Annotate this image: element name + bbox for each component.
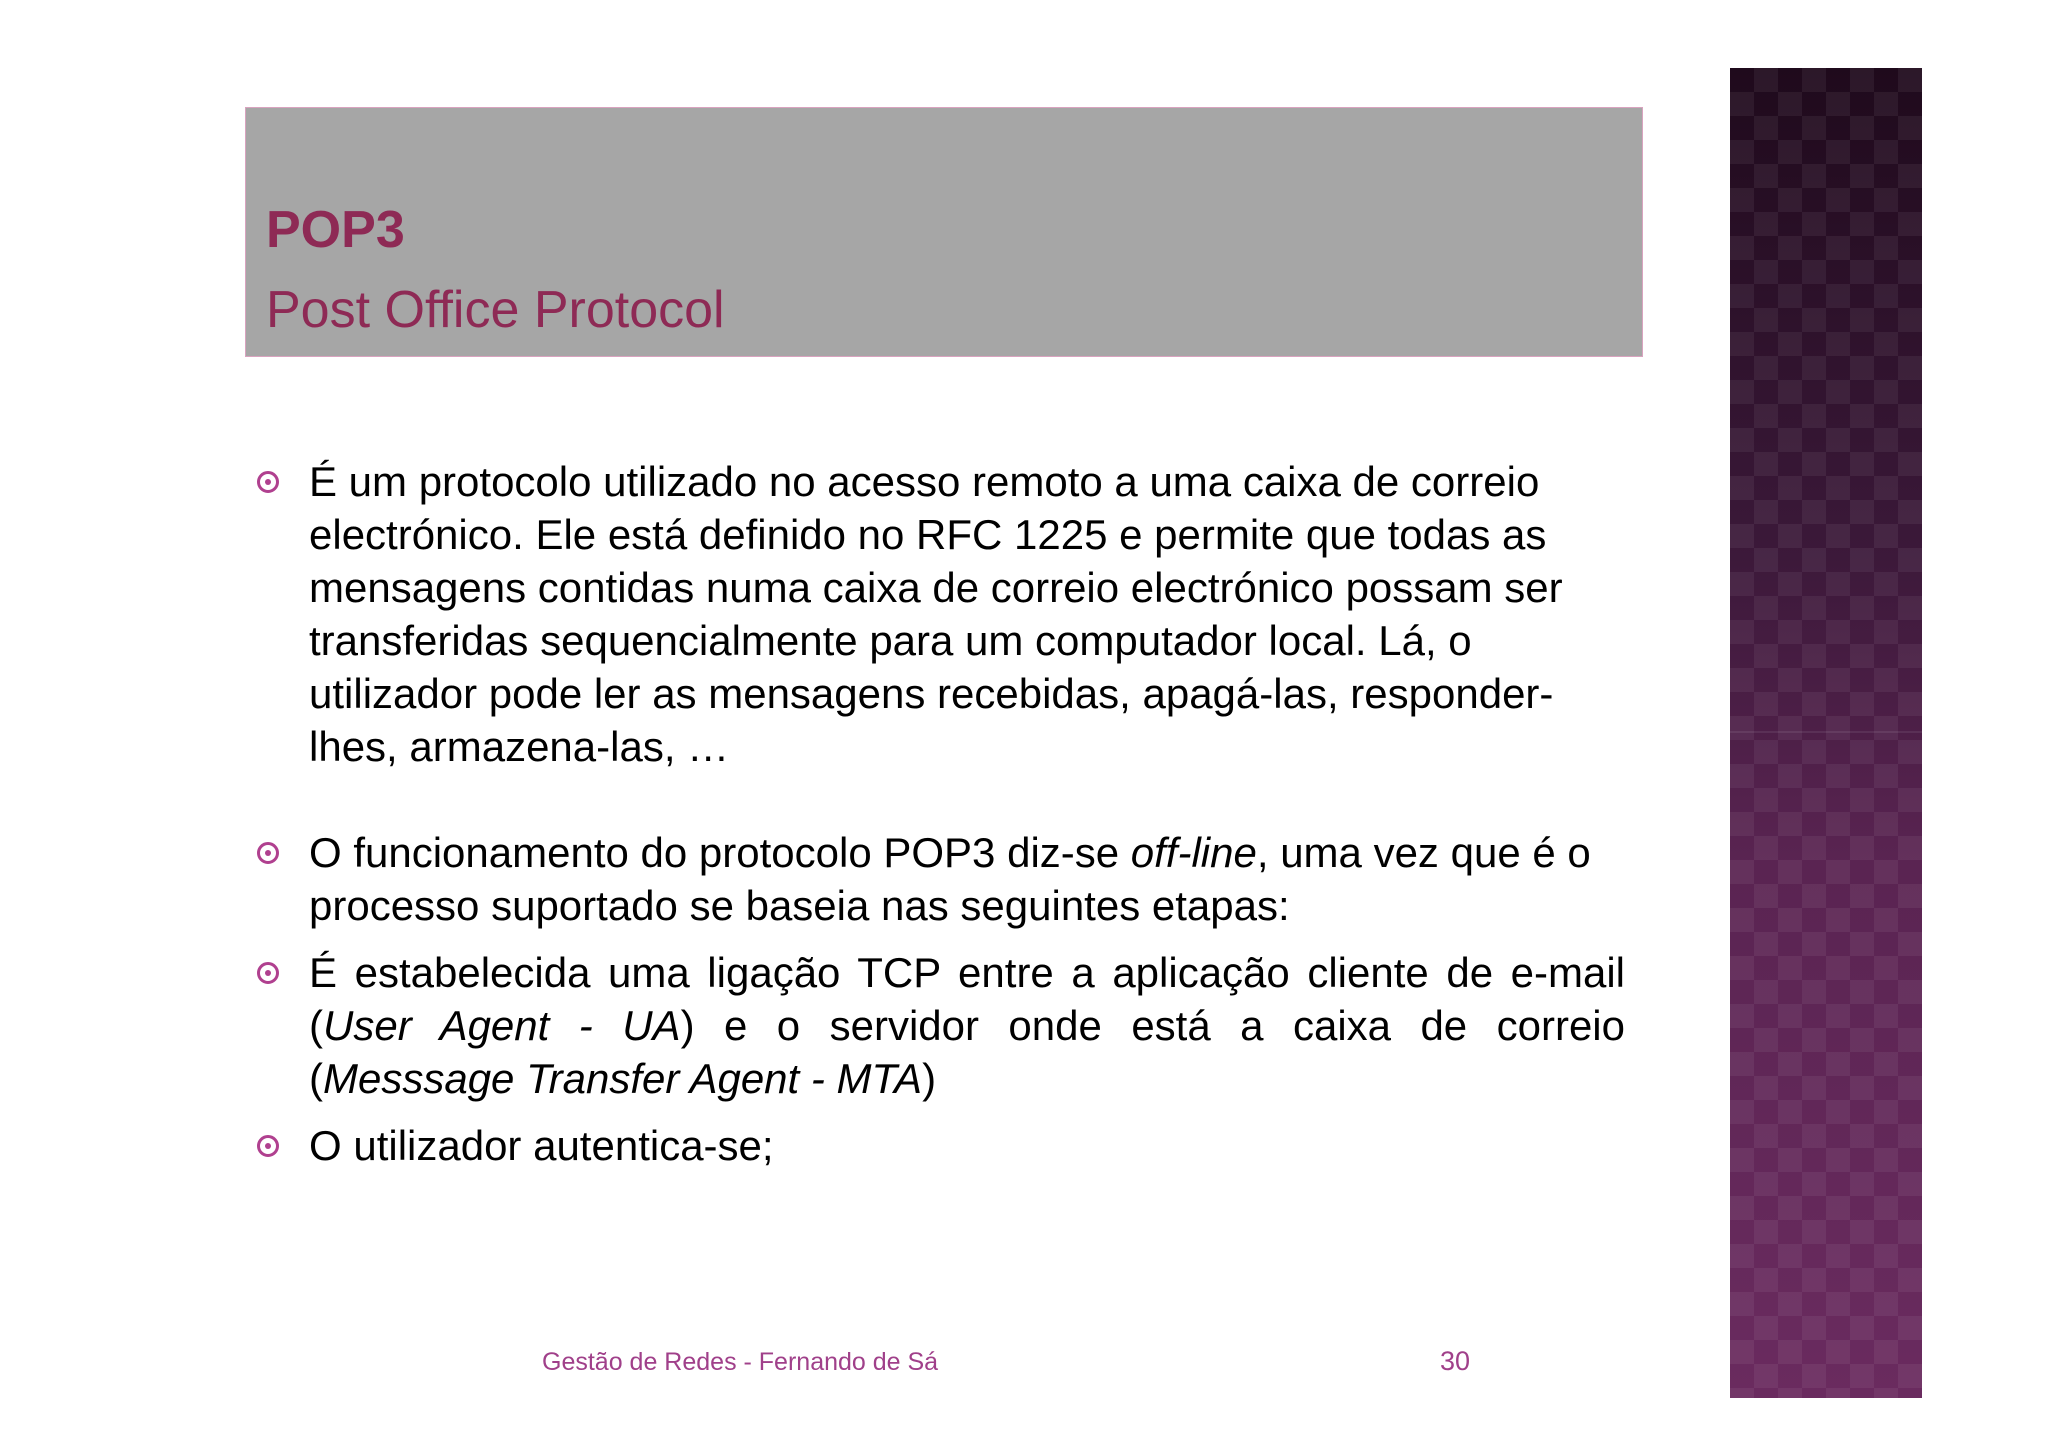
bullet-text-italic2: Messsage Transfer Agent - MTA <box>323 1055 923 1102</box>
bullet-text-part2: ) e o servidor onde está a caixa de correio ( <box>309 1002 1625 1102</box>
side-decoration-panel <box>1730 68 1922 1398</box>
page-number: 30 <box>1440 1346 1471 1376</box>
bullet-text-italic: off-line <box>1130 829 1257 876</box>
bullet-text <box>309 946 1625 1105</box>
bullet-text-part1: É estabelecida uma ligação TCP entre a aplicação cliente de e-mail ( <box>309 949 1625 1049</box>
slide-subtitle: Post Office Protocol <box>266 281 725 339</box>
bullet-text-post: , uma vez que é o processo suportado se baseia nas seguintes etapas: <box>309 829 1591 929</box>
bullet-list <box>255 455 1625 1172</box>
bullet-text-italic1: User Agent - UA <box>323 1002 681 1049</box>
bullet-circle-icon <box>257 842 279 864</box>
slide-title: POP3 <box>266 201 405 259</box>
bullet-text: O utilizador autentica-se; <box>309 1122 774 1169</box>
bullet-text: É um protocolo utilizado no acesso remoto a uma caixa de correio electrónico. Ele está definido no RFC 1225 e permite que todas as mensagens contidas numa caixa de correio electrónico possam ser transferidas sequencialmente para um computador local. Lá, o utilizador pode ler as mensagens recebidas, apagá-las, responder-lhes, armazena-las, … <box>309 458 1563 770</box>
bullet-circle-icon <box>257 962 279 984</box>
panel-seam <box>1730 731 1922 733</box>
bullet-item-2 <box>255 826 1625 932</box>
bullet-text <box>309 826 1625 932</box>
bullet-text-part3: ) <box>922 1055 937 1102</box>
bullet-item-3 <box>255 946 1625 1105</box>
bullet-circle-icon <box>257 1135 279 1157</box>
bullet-text-pre: O funcionamento do protocolo POP3 diz-se <box>309 829 1131 876</box>
title-box <box>245 107 1643 357</box>
bullet-item-4 <box>255 1119 1625 1172</box>
bullet-item-1 <box>255 455 1625 773</box>
bullet-circle-icon <box>257 471 279 493</box>
diamond-pattern <box>1730 68 1922 1398</box>
footer-author: Gestão de Redes - Fernando de Sá <box>542 1348 939 1376</box>
